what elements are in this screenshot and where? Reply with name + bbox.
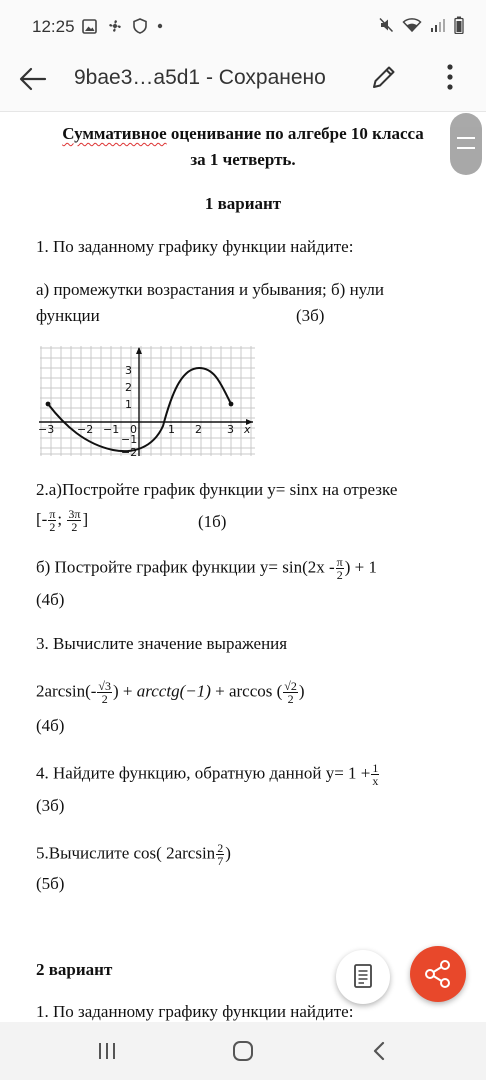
header-title: [0, 124, 486, 144]
task4-frac-num: 1: [372, 761, 379, 775]
function-graph: [35, 344, 260, 459]
graph-tick-y-1: 1: [125, 398, 132, 411]
task4-line: [36, 762, 380, 787]
task1-line-a: а) промежутки возрастания и убывания; б) нули: [36, 280, 385, 299]
task2b-text: б) Постройте график функции y= sin(2x -: [36, 557, 335, 577]
task2a-frac2-den: 2: [71, 520, 78, 534]
gallery-icon: [82, 19, 97, 34]
task2a-bracket-close: ]: [82, 509, 89, 529]
status-bar: [0, 0, 486, 52]
task3-part-d: + arccos (: [210, 681, 283, 701]
task1-line-b: функции: [36, 306, 100, 325]
task3-expression: [36, 680, 305, 705]
graph-tick-x-3: 3: [227, 423, 234, 436]
task3-part-e: ): [298, 681, 305, 701]
task5-frac-den: 7: [217, 854, 224, 868]
task1-points: (3б): [296, 306, 325, 325]
system-nav-bar: [0, 1022, 486, 1080]
share-button[interactable]: [410, 946, 466, 1002]
header-title-rest: оценивание по алгебре 10 класса: [166, 124, 424, 143]
task5-points: (5б): [36, 874, 65, 893]
task3-frac1: [97, 680, 112, 705]
graph-tick-x-0: 0: [130, 423, 137, 436]
task5-tail: ): [225, 843, 231, 863]
task3-part-a: 2arcsin(-: [36, 681, 97, 701]
mute-icon: [378, 17, 394, 33]
back-arrow-icon[interactable]: [18, 64, 48, 94]
graph-grid: [40, 346, 255, 456]
variant-1-heading: 1 вариант: [204, 194, 282, 213]
status-time: 12:25: [32, 17, 75, 36]
reading-mode-button[interactable]: [336, 950, 390, 1004]
document-page[interactable]: [0, 112, 486, 1022]
share-icon: [410, 946, 466, 1002]
scrollbar-grip-line: [457, 147, 475, 149]
task2a-line1: 2.а)Постройте график функции y= sinx на отрезке: [36, 480, 398, 499]
graph-tick-x-1: 1: [168, 423, 175, 436]
task1-v2-intro: 1. По заданному графику функции найдите:: [36, 1002, 354, 1021]
task2a-frac1-den: 2: [49, 520, 56, 534]
task2b-points: (4б): [36, 590, 65, 609]
task3-frac1-den: 2: [101, 692, 108, 706]
task1-intro: 1. По заданному графику функции найдите:: [36, 237, 354, 256]
graph-endpoint-left: [46, 402, 51, 407]
document-title: 9bae3…a5d1 - Сохранено: [74, 66, 326, 89]
graph-tick-x-2: 2: [195, 423, 202, 436]
graph-axis-x-label: x: [244, 423, 251, 436]
task2b-frac: [336, 556, 344, 581]
dot-icon: [157, 23, 163, 29]
graph-tick-x-neg3: −3: [38, 423, 55, 436]
app-bar: [0, 52, 486, 112]
task2b-tail: ) + 1: [344, 557, 377, 577]
task4-frac: [371, 762, 379, 787]
task5-line: [36, 842, 231, 867]
more-options-icon[interactable]: [440, 62, 460, 92]
home-icon[interactable]: [231, 1040, 255, 1062]
graph-tick-y-neg2: −2: [121, 446, 138, 459]
header-spellcheck-word: Суммативное: [62, 124, 167, 143]
recent-apps-icon[interactable]: [96, 1041, 118, 1061]
battery-icon: [454, 16, 464, 34]
task5-text: 5.Вычислите cos( 2arcsin: [36, 843, 216, 863]
scrollbar-grip-line: [457, 137, 475, 139]
task2a-frac2-num: 3π: [68, 507, 81, 521]
header-subtitle: за 1 четверть.: [190, 150, 296, 169]
scrollbar-handle[interactable]: [450, 113, 482, 175]
graph-tick-y-2: 2: [125, 381, 132, 394]
task3-part-b: ) +: [113, 681, 137, 701]
task3-points: (4б): [36, 716, 65, 735]
task2a-frac1: [48, 508, 56, 533]
system-icons: [378, 16, 464, 34]
task4-points: (3б): [36, 796, 65, 815]
task3-intro: 3. Вычислите значение выражения: [36, 634, 288, 653]
variant-2-heading: 2 вариант: [36, 960, 113, 979]
task2b-line: [36, 556, 377, 581]
graph-tick-x-neg2: −2: [77, 423, 94, 436]
task3-frac2: [283, 680, 298, 705]
graph-endpoint-right: [229, 402, 234, 407]
task2a-bracket-open: [-: [36, 509, 48, 529]
graph-tick-x-neg1: −1: [103, 423, 120, 436]
edit-pencil-icon[interactable]: [369, 62, 399, 92]
notification-icons: [82, 17, 163, 35]
task4-text: 4. Найдите функцию, обратную данной y= 1 +: [36, 763, 371, 783]
document-icon: [336, 950, 390, 1004]
graph-tick-y-3: 3: [125, 364, 132, 377]
shield-icon: [133, 18, 147, 34]
task2a-sep: ;: [57, 509, 67, 529]
graph-tick-y-neg1: −1: [121, 433, 138, 446]
task3-frac2-den: 2: [287, 692, 294, 706]
task3-part-c: arcctg(−1): [136, 681, 211, 701]
task5-frac-num: 2: [217, 841, 224, 855]
task2a-points: (1б): [198, 512, 227, 531]
task2b-frac-num: π: [336, 555, 343, 569]
task2a-interval: [36, 508, 88, 533]
task3-frac2-num: √2: [284, 679, 297, 693]
task2a-frac2: [67, 508, 81, 533]
fan-icon: [107, 18, 123, 34]
task2b-frac-den: 2: [336, 568, 343, 582]
wifi-icon: [402, 17, 422, 33]
task2a-frac1-num: π: [49, 507, 56, 521]
signal-icon: [430, 17, 446, 33]
task4-frac-den: x: [372, 774, 379, 788]
task5-frac: [216, 842, 224, 867]
back-nav-icon[interactable]: [370, 1040, 388, 1062]
task3-frac1-num: √3: [98, 679, 112, 693]
